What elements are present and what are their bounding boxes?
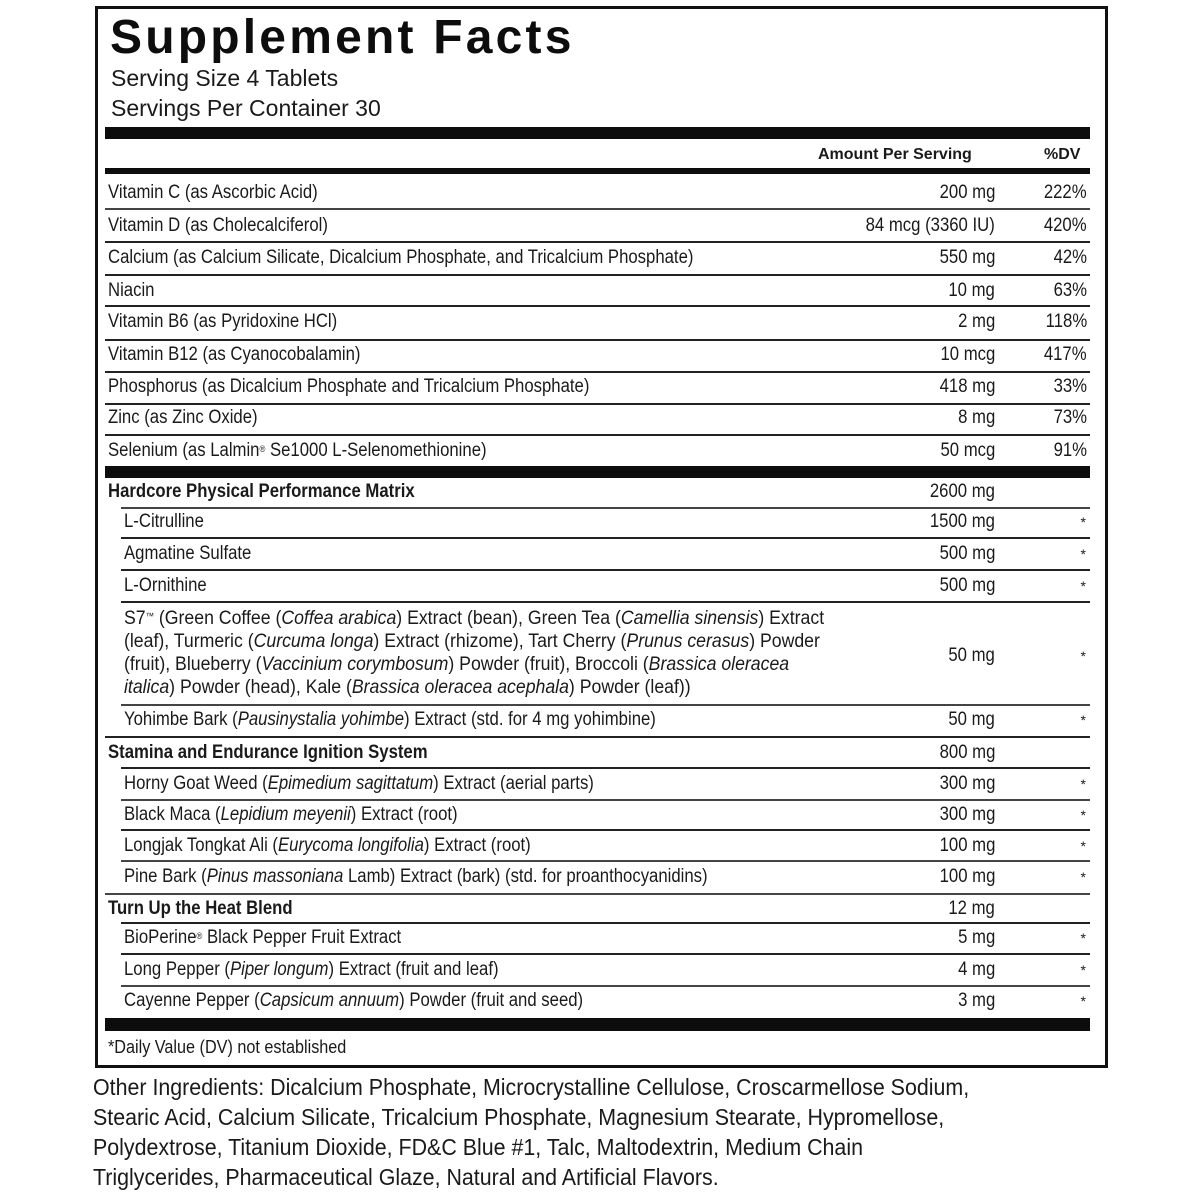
blend-name: Stamina and Endurance Ignition System (108, 742, 428, 763)
nutrient-amount: 50 mcg (940, 440, 995, 461)
nutrient-dv: 73% (1053, 407, 1087, 428)
nutrient-amount: 550 mg (939, 247, 995, 268)
ingredient-name: Horny Goat Weed (Epimedium sagittatum) Extract (aerial parts) (124, 773, 594, 794)
ingredient-name: BioPerine® Black Pepper Fruit Extract (124, 927, 402, 948)
row-divider (105, 893, 1090, 895)
ingredient-amount: 5 mg (957, 927, 995, 948)
dv-not-established-marker: * (1080, 807, 1086, 823)
other-ingredients (93, 1072, 1116, 1192)
nutrient-name: Vitamin B6 (as Pyridoxine HCl) (108, 311, 338, 332)
dv-not-established-marker: * (1080, 578, 1086, 594)
ingredient-amount: 100 mg (939, 835, 995, 856)
other-ingredients-line: Triglycerides, Pharmaceutical Glaze, Natural and Artificial Flavors. (93, 1164, 719, 1190)
row-divider (121, 799, 1090, 801)
ingredient-amount: 3 mg (957, 990, 995, 1011)
ingredient-name: L-Ornithine (124, 575, 207, 596)
nutrient-dv: 42% (1053, 247, 1087, 268)
dv-not-established-marker: * (1080, 514, 1086, 530)
row-divider (105, 736, 1090, 738)
row-divider (121, 537, 1090, 539)
other-ingredients-line: Polydextrose, Titanium Dioxide, FD&C Blue #1, Talc, Maltodextrin, Medium Chain (93, 1134, 863, 1160)
other-ingredients-line: Other Ingredients: Dicalcium Phosphate, Microcrystalline Cellulose, Croscarmellose Sodium, (93, 1074, 970, 1100)
dv-not-established-marker: * (1080, 930, 1086, 946)
dv-not-established-marker: * (1080, 962, 1086, 978)
nutrient-amount: 418 mg (939, 376, 995, 397)
row-divider (121, 569, 1090, 571)
nutrient-name: Vitamin B12 (as Cyanocobalamin) (108, 344, 361, 365)
dv-not-established-marker: * (1080, 838, 1086, 854)
blend-name: Turn Up the Heat Blend (108, 898, 293, 919)
nutrient-dv: 33% (1053, 376, 1087, 397)
blend-name: Hardcore Physical Performance Matrix (108, 481, 415, 502)
row-divider (121, 767, 1090, 769)
ingredient-name: Cayenne Pepper (Capsicum annuum) Powder (fruit and seed) (124, 990, 584, 1011)
row-divider (105, 434, 1090, 436)
panel-title: Supplement Facts (110, 11, 575, 64)
ingredient-name: Long Pepper (Piper longum) Extract (fruit and leaf) (124, 959, 499, 980)
nutrient-name: Phosphorus (as Dicalcium Phosphate and Tricalcium Phosphate) (108, 376, 590, 397)
dv-not-established-marker: * (1080, 546, 1086, 562)
nutrient-name: Zinc (as Zinc Oxide) (108, 407, 258, 428)
row-divider (105, 371, 1090, 373)
dv-footnote: *Daily Value (DV) not established (108, 1037, 347, 1057)
row-divider (105, 208, 1090, 210)
ingredient-name: Pine Bark (Pinus massoniana Lamb) Extract (bark) (std. for proanthocyanidins) (124, 866, 708, 887)
ingredient-name-s7: S7™ (Green Coffee (Coffea arabica) Extract (bean), Green Tea (Camellia sinensis) Extract (leaf), Turmeric (Curcuma longa) Extract (rhizome), Tart Cherry (Prunus cerasus) Powder (fruit), Blueberry (Vaccinium corymbosum) Powder (fruit), Broccoli (Brassica oleracea italica) Powder (head), Kale (Brassica oleracea acephala) Powder (leaf)) (124, 608, 825, 698)
row-divider (121, 953, 1090, 955)
serving-size: Serving Size 4 Tablets (111, 65, 339, 91)
row-divider (105, 274, 1090, 276)
thick-divider (105, 466, 1090, 478)
nutrient-name: Niacin (108, 280, 155, 301)
row-divider (121, 829, 1090, 831)
row-divider (105, 403, 1090, 405)
dv-not-established-marker: * (1080, 648, 1086, 664)
nutrient-amount: 200 mg (939, 182, 995, 203)
ingredient-amount: 50 mg (948, 709, 995, 730)
ingredient-amount: 1500 mg (929, 511, 995, 532)
ingredient-amount: 500 mg (939, 543, 995, 564)
row-divider (121, 507, 1090, 509)
nutrient-amount: 2 mg (957, 311, 995, 332)
row-divider (105, 241, 1090, 243)
nutrient-dv: 222% (1044, 182, 1087, 203)
ingredient-amount: 100 mg (939, 866, 995, 887)
dv-not-established-marker: * (1080, 869, 1086, 885)
blend-amount: 800 mg (939, 742, 995, 763)
row-divider (105, 339, 1090, 341)
ingredient-amount: 500 mg (939, 575, 995, 596)
servings-per-container: Servings Per Container 30 (111, 95, 381, 121)
nutrient-name: Vitamin C (as Ascorbic Acid) (108, 182, 318, 203)
row-divider (121, 922, 1090, 924)
nutrient-amount: 10 mcg (940, 344, 995, 365)
nutrient-amount: 8 mg (957, 407, 995, 428)
dv-not-established-marker: * (1080, 776, 1086, 792)
nutrient-name: Calcium (as Calcium Silicate, Dicalcium Phosphate, and Tricalcium Phosphate) (108, 247, 694, 268)
ingredient-name: Longjak Tongkat Ali (Eurycoma longifolia) Extract (root) (124, 835, 531, 856)
ingredient-name: Black Maca (Lepidium meyenii) Extract (root) (124, 804, 458, 825)
amount-per-serving-header: Amount Per Serving (818, 146, 972, 163)
nutrient-dv: 420% (1044, 215, 1087, 236)
dv-not-established-marker: * (1080, 712, 1086, 728)
dv-header: %DV (1044, 146, 1081, 163)
row-divider (121, 601, 1090, 603)
nutrient-name: Vitamin D (as Cholecalciferol) (108, 215, 328, 236)
row-divider (121, 860, 1090, 862)
row-divider (121, 985, 1090, 987)
nutrient-dv: 118% (1045, 311, 1087, 332)
ingredient-name: Agmatine Sulfate (124, 543, 252, 564)
medium-divider (105, 168, 1090, 174)
ingredient-amount: 300 mg (939, 773, 995, 794)
nutrient-dv: 91% (1053, 440, 1087, 461)
blend-amount: 12 mg (948, 898, 995, 919)
ingredient-amount: 300 mg (939, 804, 995, 825)
nutrient-amount: 10 mg (948, 280, 995, 301)
nutrient-dv: 417% (1044, 344, 1087, 365)
thick-divider (105, 1018, 1090, 1031)
ingredient-name: Yohimbe Bark (Pausinystalia yohimbe) Extract (std. for 4 mg yohimbine) (124, 709, 656, 730)
nutrient-amount: 84 mcg (3360 IU) (865, 215, 995, 236)
row-divider (105, 305, 1090, 307)
nutrient-name: Selenium (as Lalmin® Se1000 L-Selenomethionine) (108, 440, 487, 461)
thick-divider (105, 127, 1090, 139)
blend-amount: 2600 mg (929, 481, 995, 502)
ingredient-amount: 50 mg (948, 645, 995, 666)
ingredient-name: L-Citrulline (124, 511, 204, 532)
dv-not-established-marker: * (1080, 993, 1086, 1009)
nutrient-dv: 63% (1053, 280, 1087, 301)
row-divider (121, 704, 1090, 706)
ingredient-amount: 4 mg (957, 959, 995, 980)
other-ingredients-line: Stearic Acid, Calcium Silicate, Tricalcium Phosphate, Magnesium Stearate, Hypromellose, (93, 1104, 945, 1130)
